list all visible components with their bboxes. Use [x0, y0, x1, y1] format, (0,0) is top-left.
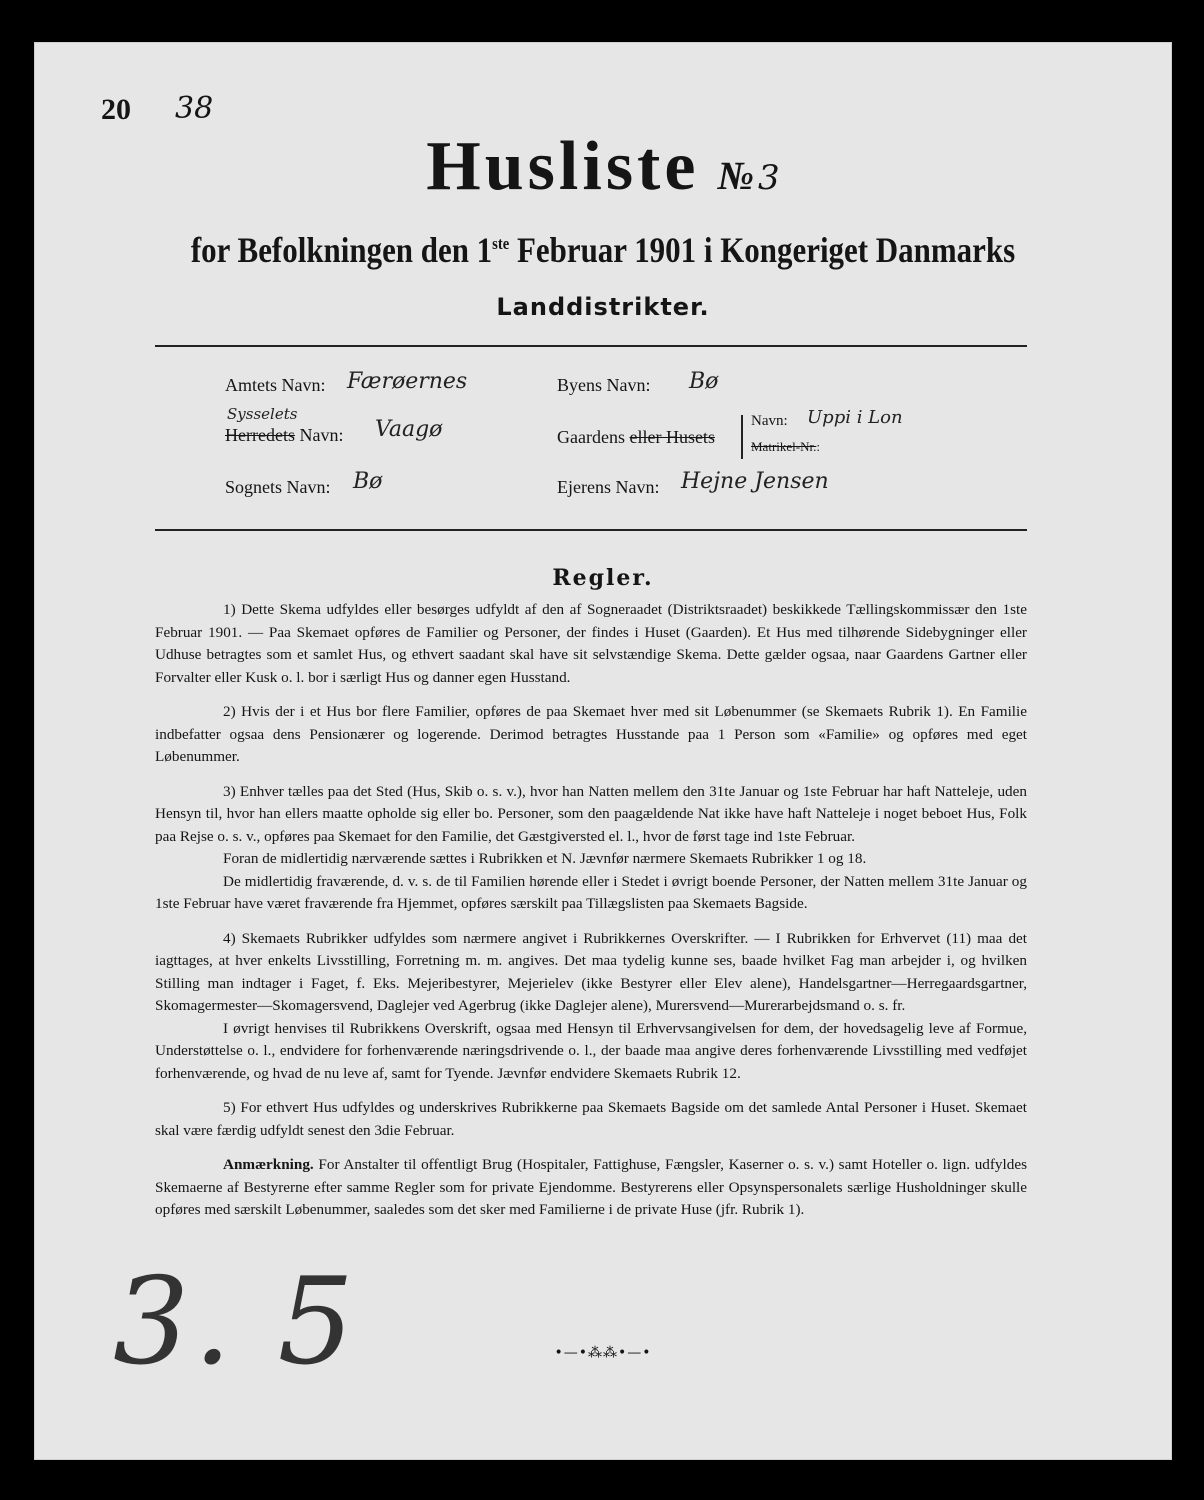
- regel-4: 4) Skemaets Rubrikker udfyldes som nærmere angivet i Rubrikkernes Overskrifter. — I Rubrikken for Erhvervet (11) maa det iagttages, at hver enkelts Livsstilling, Forretning m. m. angives. Det maa tydelig kunne ses, baade hvilket Fag man arbejder i, og hvilken Stilling man indtager i Faget, f. Eks. Mejeribestyrer, Mejerielev (ikke Bestyrer eller Elev alene), Handelsgartner—Herregaardsgartner, Skomagermester—Skomagersvend, Daglejer ved Agerbrug (ikke Daglejer alene), Murersvend—Murerarbejdsmand o. s. fr.: [155, 929, 1027, 1014]
- gaard-navn-value: Uppi i Lon: [807, 407, 903, 428]
- ejer-value: Hejne Jensen: [681, 469, 829, 494]
- title-block: [35, 127, 1171, 207]
- bottom-handwriting: 3. 5: [113, 1253, 358, 1392]
- regel-3-foran: Foran de midlertidig nærværende sættes i Rubrikken et N. Jævnfør nærmere Skemaets Rubrikker 1 og 18.: [223, 850, 867, 867]
- anmaerkning-text: For Anstalter til offentligt Brug (Hospitaler, Fattighuse, Fængsler, Kaserner o. s. v.) samt Hoteller o. lign. udfyldes Skemaerne af Bestyrerne efter samme Regler som for private Ejendomme. Bestyrerens eller Opsynspersonalets særlige Husholdninger skulle opføres med særskilt Løbenummer, saaledes som det sker med Familierne i de private Huse (jfr. Rubrik 1).: [155, 1156, 1027, 1218]
- number-label: №: [717, 153, 755, 198]
- regel-1: 1) Dette Skema udfyldes eller besørges udfyldt af den af Sogneraadet (Distriktsraadet) beskikkede Tællingskommissær den 1ste Februar 1901. — Paa Skemaet opføres de Familier og Personer, der findes i Huset (Gaarden). Et Hus med tilhørende Sidebygninger eller Udhuse betragtes som et samlet Hus, og ethvert saadant skal have sit selvstændige Skema. Dette gælder ogsaa, naar Gaardens Gartner eller Forvalter eller Kusk o. l. bor i særligt Hus og danner egen Husstand.: [155, 601, 1027, 686]
- regel-2: 2) Hvis der i et Hus bor flere Familier, opføres de paa Skemaet hver med sit Løbenummer (se Skemaets Rubrik 1). En Familie indbefatter ogsaa dens Pensionærer og logerende. Derimod betragtes Husstande paa 1 Person som «Familie» og opføres med eget Løbenummer.: [155, 703, 1027, 765]
- herred-label-struck: Herredets: [225, 425, 295, 445]
- bottom-rule: [155, 529, 1027, 531]
- top-rule: [155, 345, 1027, 347]
- subtitle: [115, 229, 1092, 271]
- matrikel-label-struck: Matrikel-Nr.: [751, 439, 817, 454]
- census-form-page: [34, 42, 1172, 1460]
- page-title: Husliste: [426, 128, 700, 205]
- number-value: 3: [758, 158, 780, 198]
- sogn-label: Sognets Navn:: [225, 477, 331, 497]
- subtitle-pre: for Befolkningen den 1: [190, 230, 493, 270]
- corner-handwritten-number: 38: [175, 91, 214, 126]
- matrikel-label: [751, 439, 820, 455]
- herred-value: Vaagø: [375, 417, 443, 442]
- regler-heading: Regler.: [552, 565, 654, 591]
- ornament-divider: •—•⁂⁂•—•: [554, 1345, 652, 1361]
- amt-label: Amtets Navn:: [225, 375, 326, 395]
- herred-label-text: Navn:: [294, 425, 344, 445]
- herred-annotation: Sysselets: [227, 405, 298, 423]
- anmaerkning: [155, 1154, 1027, 1222]
- anmaerkning-label: Anmærkning.: [223, 1156, 314, 1173]
- subtitle-post: Februar 1901 i Kongeriget Danmarks: [509, 230, 1016, 270]
- herred-label: [225, 425, 343, 446]
- regel-5: 5) For ethvert Hus udfyldes og underskrives Rubrikkerne paa Skemaets Bagside om det samlede Antal Personer i Huset. Skemaet skal være færdig udfyldt senest den 3die Februar.: [155, 1099, 1027, 1139]
- corner-number: 20: [101, 93, 131, 126]
- gaard-label: [557, 427, 715, 448]
- matrikel-colon: :: [816, 439, 820, 454]
- gaard-navn-label: Navn:: [751, 413, 788, 429]
- district-label: Landdistrikter.: [496, 293, 710, 321]
- sogn-value: Bø: [353, 469, 383, 494]
- ejer-label: Ejerens Navn:: [557, 477, 660, 497]
- subtitle-sup: ste: [492, 234, 510, 253]
- regel-4-henvisning: I øvrigt henvises til Rubrikkens Overskrift, ogsaa med Hensyn til Erhvervsangivelsen for dem, der hovedsagelig leve af Formue, Understøttelse o. l., endvidere for forhenværende næringsdrivende o. l., der baade maa angive deres forhenværende Livsstilling med vedføjet forhenværende, og hvad de nu leve af, samt for Tyende. Jævnfør endvidere Skemaets Rubrik 12.: [155, 1019, 1027, 1082]
- by-value: Bø: [689, 369, 719, 394]
- regler-body: [155, 599, 1027, 1234]
- gaard-label-text: Gaardens: [557, 427, 625, 447]
- gaard-label-struck: eller Husets: [629, 427, 715, 447]
- regel-3-fravaerende: De midlertidig fraværende, d. v. s. de til Familien hørende eller i Stedet i øvrigt boende Personer, der Natten mellem 31te Januar og 1ste Februar have været fraværende fra Hjemmet, opføres særskilt paa Tillægslisten paa Skemaets Bagside.: [155, 872, 1027, 912]
- regel-3: 3) Enhver tælles paa det Sted (Hus, Skib o. s. v.), hvor han Natten mellem den 31te Januar og 1ste Februar har haft Natteleje, uden Hensyn til, hvor han ellers maatte opholde sig eller bo. Personer, som den paagældende Nat ikke have haft Natteleje i noget beboet Hus, Folk paa Rejse o. s. v., opføres paa Skemaet for den Familie, det Gæstgiversted el. l., hvor de først tage ind 1ste Februar.: [155, 782, 1027, 845]
- gaard-brace: [741, 415, 743, 459]
- by-label: Byens Navn:: [557, 375, 651, 395]
- amt-value: Færøernes: [347, 369, 468, 394]
